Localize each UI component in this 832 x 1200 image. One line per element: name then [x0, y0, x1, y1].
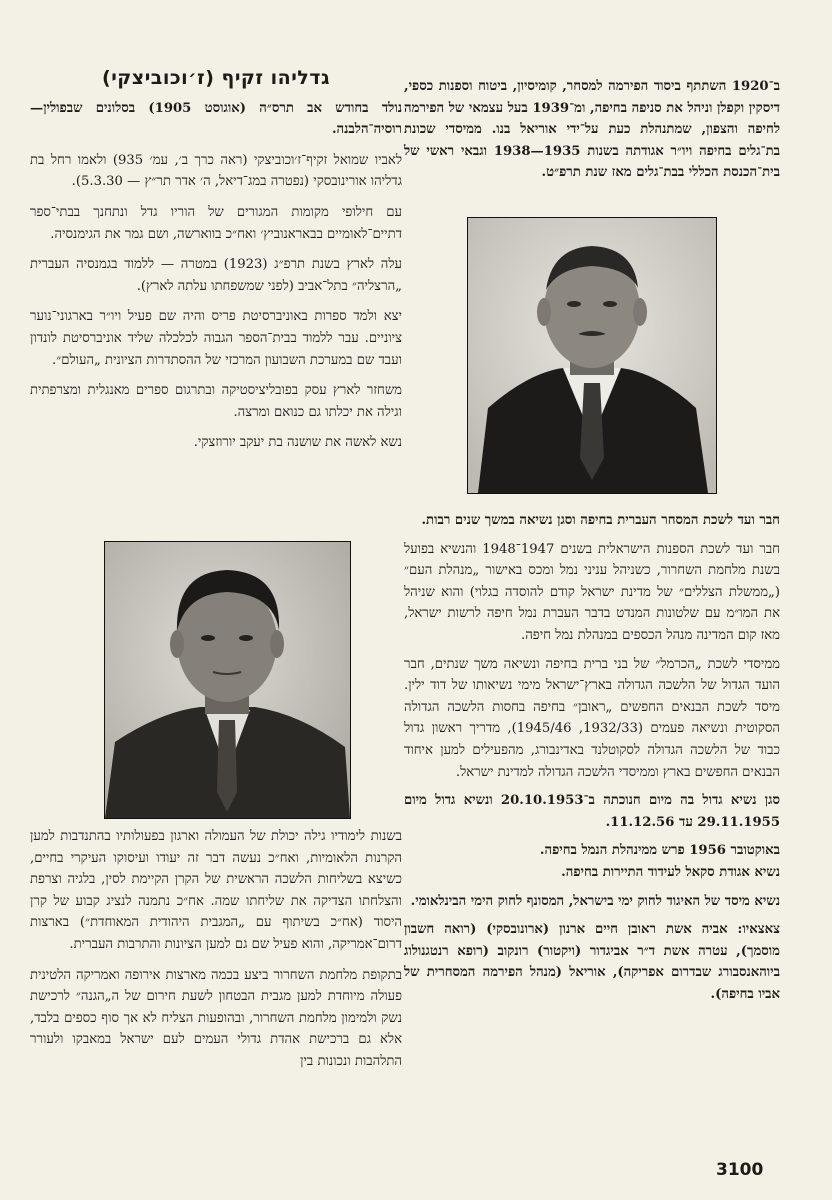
right-para-3: ממיסדי לשכת „הכרמל״ של בני ברית בחיפה ונשיאה משך שנתים, חבר הועד הגדול של הלשכה הגדולה בארץ־ישראל מימי נשיאותו של דוד ילין. מיסד לשכת הבנאים החפשים „ראובן״ בחיפה בחסות הלשכה הגדולה הסקוטית ונשיאה פעמים (1932/33, 1945/46), מדריך ראשון גדול כבוד של הלשכה הגדולה לסקוטלנד באדינבורג, מהפעילים למען איחוד הבנאים החפשים בארץ וממיסדי הלשכה הגדולה למדינת ישראל. [404, 656, 780, 780]
left-column [30, 68, 402, 463]
left-para-9: בתקופת מלחמת השחרור ביצע בכמה מארצות אירופה ואמריקה הלטינית פעולה מיוחדת למען מגבית הבטחון לשעת חירום של ה„הגנה״ לרכישת נשק ולמימון מלחמת השחרור, ובהופעות הצליח לא אך סוף כספים בלבד, אלא גם ברכישת אהדת גדולי העמים לעם ישראל במאבקו ולעורר התלהבות ונכונות בין [30, 967, 402, 1069]
left-para-1: נולד בחודש אב תרס״ה (אוגוסט 1905) בסלונים שבפולין—רוסיה־הלבנה. [30, 100, 403, 138]
portrait-illustration-2 [105, 542, 350, 818]
portrait-photo-man-suit [467, 217, 717, 494]
page-title: גדליהו זקיף (ז׳וכוביצקי) [102, 67, 330, 89]
right-para-8: צאצאיו: אביה אשת ראובן חיים ארנון (ארונובסקי) (רואה חשבון מוסמך), עטרה אשת ד״ר אביגדור (ויקטור) רונקוב (רופא רנטגנולוג ביוהאנסבורג שבדרום אפריקה), אוריאל (מנהל הפירמה המסחרית של אביו בחיפה). [404, 922, 780, 1002]
portrait-photo-young-man [104, 541, 351, 819]
left-para-3: עם חילופי מקומות המגורים של הוריו גדל ונתחנך בבתי־ספר דתיים־לאומיים בבאראנוביץ׳ ואח״כ בווארשה, ושם גמר את הגימנסיה. [30, 204, 402, 242]
left-para-8: בשנות לימודיו גילה יכולת של העמולה וארגון בפעולותיו בהתנדבות למען הקרנות הלאומיות, ואח״כ נעשה דבר זה יעודו ועיסוקו העיקרי בחיים, כשיצא בשליחות הלשכה הראשית של הקרן הקיימת לסין, בלגיה וצרפת והצלחתו הצדיקה את שליחתו שמה. אח״כ נתמנה לנציג קבוע של קרן היסוד (אח״כ בשיתוף עם „המגבית היהודית המאוחדת״) בארצות דרום־אמריקה, והוא פעיל שם גם למען הציונות והתרבות העברית. [30, 829, 402, 952]
left-para-5: יצא ולמד ספרות באוניברסיטת פריס והיה שם פעיל ויו״ר בארגוני־נוער ציוניים. עבר ללמוד בבית־הספר הגבוה לכלכלה שליד אוניברסיטת לונדון ועבד שם במערכת השבועון המרכזי של ההסתדרות הציונית „העולם״. [30, 309, 402, 368]
left-para-7: נשא לאשה את שושנה בת יעקב יורוזצקי. [193, 435, 402, 451]
page-number: 3100 [716, 1160, 764, 1180]
right-para-2: חבר ועד לשכת הספנות הישראלית בשנים 1947־1948 והנשיא בפועל בשנת מלחמת השחרור, כשניהל עניני נמל ומכס באישור „מנהלת העם״ („ממשלת הצללים״ של מדינת ישראל קודם להוסדה בגלוי) והוא שניהל את המו״מ עם שלטונות המנדט בדבר העברת נמל חיפה לרשות ישראל, מאז קום המדינה מנהל הכספים במנהלת נמל חיפה. [404, 541, 780, 643]
right-column [404, 76, 780, 184]
right-para-4: סגן נשיא גדול בה מיום חנוכתה ב־20.10.1953 ונשיא גדול מיום 29.11.1955 עד 11.12.56. [404, 793, 780, 830]
right-para-1: ב־1920 השתתף ביסוד הפירמה למסחר, קומיסיון, ביטוח וספנות כספי, דיסקין וקפלן וניהל את סניפה בחיפה, ומ־1939 בעל עצמאי של הפירמה לחיפה והצפון, שמתנהלת כעת על־ידי אוריאל בנו. ממיסדי שכונת בת־גלים בחיפה ויו״ר אגודתה בשנות 1935—1938 וגבאי ראשי של בית־הכנסת הכללי בבת־גלים מאז שנת תרפ״ט. [404, 79, 780, 181]
portrait-illustration [468, 218, 716, 493]
right-para-7: נשיא מיסד של האיגוד לחוק ימי בישראל, המסונף לחוק הימי הבינלאומי. [410, 893, 780, 909]
right-para-6: נשיא אגודת סקאל לעידוד התיירות בחיפה. [561, 864, 780, 880]
left-para-6: משחזר לארץ עסק בפובליציסטיקה ובתרגום ספרים מאנגלית ומצרפתית וגילה את יכלתו גם כנואם ומרצה. [30, 383, 402, 420]
left-para-4: עלה לארץ בשנת תרפ״ג (1923) במטרה — ללמוד בגמנסיה העברית „הרצליה״ בתל־אביב (לפני שמשפחתו עלתה לארץ). [30, 257, 402, 294]
right-para-5: באוקטובר 1956 פרש ממינהלת הנמל בחיפה. [539, 843, 780, 859]
left-column-lower [30, 826, 402, 1082]
left-para-2: לאביו שמואל זקיף־ז׳וכוביצקי (ראה כרך ב׳, עמ׳ 935) ולאמו רחל בת גדליהו אורינובסקי (נפטרה במג־דיאל, ה׳ אדר תר״ץ — 5.3.30). [30, 152, 402, 190]
photo-caption: חבר ועד לשכת המסחר העברית בחיפה וסגן נשיאה במשך שנים רבות. [421, 513, 780, 528]
right-column-lower [404, 510, 780, 1012]
